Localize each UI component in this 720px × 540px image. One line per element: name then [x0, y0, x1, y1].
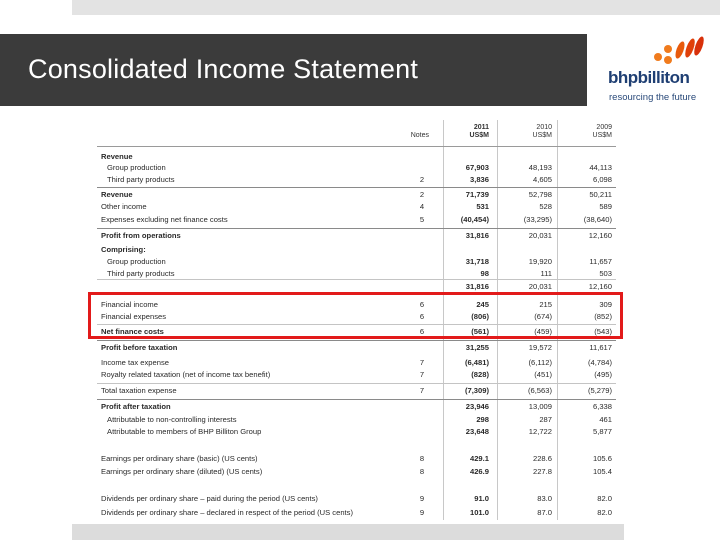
- row-label: Revenue: [101, 190, 133, 199]
- row-note: 7: [419, 386, 425, 395]
- value-2010: 215: [539, 300, 552, 309]
- value-2009: 50,211: [589, 190, 612, 199]
- bottom-decorative-strip: [72, 524, 624, 540]
- value-2009: 309: [599, 300, 612, 309]
- value-2009: 6,338: [592, 402, 612, 411]
- value-2010: 13,009: [528, 402, 552, 411]
- value-2011: 3,836: [469, 175, 489, 184]
- highlight-box: [88, 292, 623, 339]
- row-note: 9: [419, 508, 425, 517]
- row-label: Third party products: [107, 175, 175, 184]
- value-2011: 67,903: [465, 163, 489, 172]
- row-label: Total taxation expense: [101, 386, 177, 395]
- row-label: Dividends per ordinary share – declared in respect of the period (US cents): [101, 508, 353, 517]
- value-2011: 98: [480, 269, 489, 278]
- row-label: Comprising:: [101, 245, 146, 254]
- table-row: [97, 492, 616, 505]
- value-2010: 12,722: [528, 427, 552, 436]
- company-logo: [600, 36, 710, 106]
- table-row: [97, 506, 616, 519]
- value-2010: 52,798: [528, 190, 552, 199]
- table-row: [97, 368, 616, 381]
- row-note: 5: [419, 215, 425, 224]
- value-2010: 19,572: [528, 343, 552, 352]
- value-2009: 11,657: [589, 257, 612, 266]
- brand-name: bhpbilliton: [608, 68, 690, 87]
- value-2009: 12,160: [588, 282, 612, 291]
- row-label: Third party products: [107, 269, 175, 278]
- value-2009: (5,279): [587, 386, 612, 395]
- row-note: 9: [419, 494, 425, 503]
- value-2010: (6,112): [528, 358, 552, 367]
- row-note: 6: [419, 312, 425, 321]
- value-2011: 429.1: [469, 454, 489, 463]
- value-2011: 245: [476, 300, 489, 309]
- row-label: Net finance costs: [101, 327, 164, 336]
- value-2010: 4,605: [532, 175, 552, 184]
- value-2011: (806): [471, 312, 489, 321]
- value-2010: 227.8: [532, 467, 552, 476]
- value-2010: 87.0: [537, 508, 552, 517]
- table-row: [97, 452, 616, 465]
- value-2011: 31,255: [465, 343, 489, 352]
- table-row: [97, 173, 616, 186]
- value-2009: 503: [599, 269, 612, 278]
- table-row: [97, 425, 616, 438]
- value-2010: (459): [534, 327, 552, 336]
- row-label: Revenue: [101, 152, 133, 161]
- header-2010: 2010: [536, 124, 552, 131]
- row-label: Royalty related taxation (net of income tax benefit): [101, 370, 271, 379]
- row-label: Profit from operations: [101, 231, 181, 240]
- value-2009: 105.4: [592, 467, 612, 476]
- table-row: [97, 340, 616, 354]
- value-2011: 531: [476, 202, 489, 211]
- value-2010: 528: [539, 202, 552, 211]
- value-2009: (38,640): [583, 215, 612, 224]
- row-note: 4: [419, 202, 425, 211]
- row-label: Attributable to members of BHP Billiton Group: [107, 427, 262, 436]
- value-2010: 111: [540, 269, 552, 278]
- value-2011: 31,816: [465, 282, 489, 291]
- value-2009: 12,160: [588, 231, 612, 240]
- row-label: Group production: [107, 163, 166, 172]
- value-2010: 48,193: [528, 163, 552, 172]
- value-2010: (451): [534, 370, 552, 379]
- value-2011: 23,648: [465, 427, 489, 436]
- header-2009-unit: US$M: [592, 132, 612, 139]
- value-2011: 101.0: [469, 508, 489, 517]
- value-2010: (33,295): [523, 215, 552, 224]
- value-2009: 105.6: [592, 454, 612, 463]
- value-2009: 44,113: [589, 163, 612, 172]
- value-2011: (828): [471, 370, 489, 379]
- row-label: Earnings per ordinary share (diluted) (US cents): [101, 467, 263, 476]
- row-label: Financial expenses: [101, 312, 167, 321]
- value-2010: 20,031: [528, 282, 552, 291]
- value-2009: 82.0: [597, 494, 612, 503]
- value-2010: 20,031: [528, 231, 552, 240]
- header-notes: Notes: [410, 132, 429, 139]
- table-row: [97, 279, 616, 293]
- row-label: Attributable to non-controlling interests: [107, 415, 237, 424]
- value-2010: (6,563): [527, 386, 552, 395]
- row-note: 2: [419, 190, 425, 199]
- value-2009: (543): [594, 327, 612, 336]
- row-label: Profit before taxation: [101, 343, 178, 352]
- row-note: 2: [419, 175, 425, 184]
- table-header: [97, 120, 616, 147]
- value-2011: (561): [471, 327, 489, 336]
- row-label: Group production: [107, 257, 166, 266]
- table-row: [97, 465, 616, 478]
- value-2011: 31,816: [465, 231, 489, 240]
- top-decorative-strip: [72, 0, 720, 15]
- row-note: 7: [419, 370, 425, 379]
- value-2011: 23,946: [465, 402, 489, 411]
- value-2010: 19,920: [528, 257, 552, 266]
- value-2009: (852): [594, 312, 612, 321]
- value-2009: 589: [599, 202, 612, 211]
- title-bar: [0, 34, 587, 106]
- value-2010: 287: [539, 415, 552, 424]
- row-note: 8: [419, 454, 425, 463]
- value-2009: 11,617: [589, 343, 612, 352]
- table-row: [97, 383, 616, 397]
- header-2011-unit: US$M: [469, 132, 489, 139]
- table-row: [97, 187, 616, 201]
- table-row: [97, 200, 616, 213]
- value-2009: 461: [599, 415, 612, 424]
- row-label: Earnings per ordinary share (basic) (US cents): [101, 454, 258, 463]
- row-label: Profit after taxation: [101, 402, 171, 411]
- header-2011: 2011: [473, 124, 489, 131]
- value-2009: (4,784): [587, 358, 612, 367]
- value-2009: 82.0: [597, 508, 612, 517]
- value-2010: (674): [534, 312, 552, 321]
- value-2011: 31,718: [465, 257, 489, 266]
- value-2010: 83.0: [537, 494, 552, 503]
- table-row: [97, 399, 616, 413]
- value-2011: 298: [476, 415, 489, 424]
- row-label: Income tax expense: [101, 358, 169, 367]
- row-note: 6: [419, 300, 425, 309]
- row-label: Financial income: [101, 300, 158, 309]
- value-2009: 5,877: [592, 427, 612, 436]
- row-label: Other income: [101, 202, 147, 211]
- header-2009: 2009: [596, 124, 612, 131]
- value-2009: 6,098: [592, 175, 612, 184]
- header-2010-unit: US$M: [532, 132, 552, 139]
- value-2011: 71,739: [465, 190, 489, 199]
- value-2010: 228.6: [532, 454, 552, 463]
- row-label: Expenses excluding net finance costs: [101, 215, 228, 224]
- row-note: 8: [419, 467, 425, 476]
- value-2009: (495): [594, 370, 612, 379]
- table-row: [97, 228, 616, 242]
- value-2011: (40,454): [460, 215, 489, 224]
- value-2011: 426.9: [469, 467, 489, 476]
- brand-tagline: resourcing the future: [609, 92, 697, 103]
- row-note: 7: [419, 358, 425, 367]
- slide-title: Consolidated Income Statement: [28, 54, 419, 84]
- logo-dots-icon: [652, 36, 704, 66]
- row-note: 6: [419, 327, 425, 336]
- table-row: [97, 213, 616, 226]
- value-2011: (6,481): [464, 358, 489, 367]
- value-2011: 91.0: [474, 494, 489, 503]
- row-label: Dividends per ordinary share – paid during the period (US cents): [101, 494, 318, 503]
- value-2011: (7,309): [464, 386, 489, 395]
